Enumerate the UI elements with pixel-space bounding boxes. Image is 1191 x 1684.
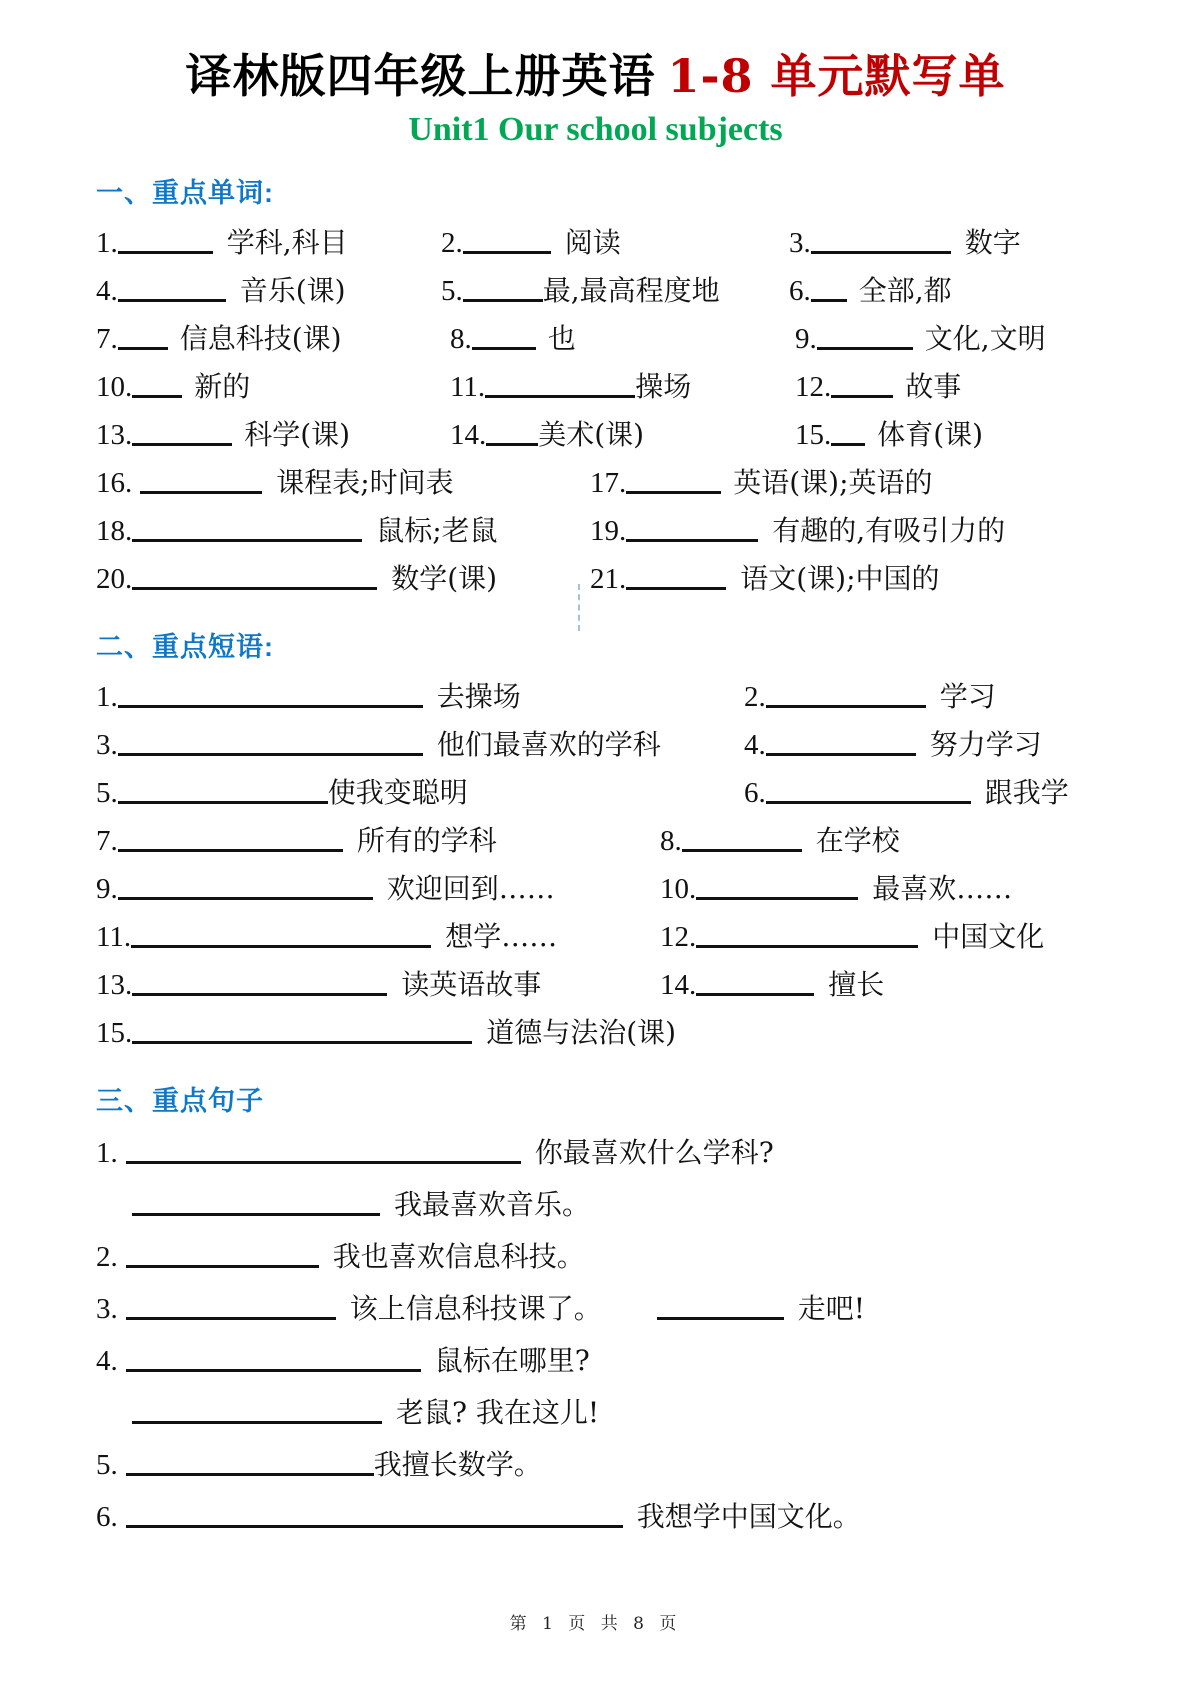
- item-row: [96, 555, 1096, 603]
- item-text: 中国文化: [932, 919, 1045, 953]
- worksheet-item: [450, 315, 795, 368]
- answer-blank: [132, 1213, 380, 1216]
- item-number: 4.: [744, 728, 766, 761]
- answer-blank: [118, 849, 343, 852]
- answer-blank: [118, 705, 423, 708]
- answer-blank: [118, 753, 423, 756]
- item-text: 该上信息科技课了。: [349, 1291, 602, 1325]
- answer-blank: [682, 849, 802, 852]
- item-number: 3.: [789, 226, 811, 259]
- item-number: 15.: [795, 418, 832, 451]
- item-number: 17.: [590, 466, 627, 499]
- sections: [96, 175, 1096, 1543]
- page-title: [0, 50, 1191, 103]
- item-text: 体育(课): [877, 417, 984, 451]
- item-number: 20.: [96, 562, 133, 595]
- item-row: [96, 1387, 1096, 1439]
- worksheet-item: [744, 769, 1096, 822]
- item-row: [96, 673, 1096, 721]
- item-number: 14.: [450, 418, 487, 451]
- item-text: 走吧!: [797, 1291, 866, 1325]
- answer-blank: [132, 443, 232, 446]
- item-text: 欢迎回到……: [386, 871, 555, 905]
- words-rows: [96, 219, 1096, 603]
- worksheet-item: [96, 1283, 1096, 1340]
- worksheet-item: [795, 315, 1096, 368]
- worksheet-item: [744, 673, 1096, 726]
- item-number: 2.: [96, 1240, 118, 1273]
- item-text: 去操场: [436, 679, 521, 713]
- page-title-red: 1-8 单元默写单: [667, 49, 1006, 103]
- item-number: 13.: [96, 418, 133, 451]
- sentences-rows: [96, 1127, 1096, 1543]
- item-number: 6.: [744, 776, 766, 809]
- worksheet-item: [96, 507, 590, 560]
- answer-blank: [766, 801, 971, 804]
- item-text: 学科,科目: [226, 225, 348, 259]
- worksheet-item: [96, 721, 744, 774]
- item-text: 读英语故事: [401, 967, 542, 1001]
- item-row: [96, 315, 1096, 363]
- answer-blank: [811, 299, 847, 302]
- item-number: 8.: [660, 824, 682, 857]
- item-text: 文化,文明: [924, 321, 1046, 355]
- answer-blank: [486, 443, 538, 446]
- worksheet-item: [96, 411, 450, 464]
- worksheet-item: [96, 817, 660, 870]
- item-row: [96, 219, 1096, 267]
- item-number: 3.: [96, 1292, 118, 1325]
- item-row: [96, 769, 1096, 817]
- answer-blank: [626, 587, 726, 590]
- worksheet-item: [789, 219, 1096, 272]
- answer-blank: [118, 251, 213, 254]
- section-heading-phrases: 二、重点短语:: [96, 631, 274, 662]
- item-row: [96, 1127, 1096, 1179]
- item-text: 道德与法治(课): [486, 1015, 677, 1049]
- answer-blank: [126, 1317, 336, 1320]
- item-text: 音乐(课): [239, 273, 346, 307]
- item-number: 9.: [96, 872, 118, 905]
- item-row: [96, 1283, 1096, 1335]
- answer-blank: [132, 587, 377, 590]
- worksheet-item: [660, 817, 1096, 870]
- item-text: 最喜欢……: [872, 871, 1013, 905]
- item-number: 3.: [96, 728, 118, 761]
- item-text: 语文(课);中国的: [740, 561, 940, 595]
- page-title-black: 译林版四年级上册英语: [185, 49, 656, 103]
- answer-blank: [811, 251, 951, 254]
- item-text: 擅长: [828, 967, 885, 1001]
- worksheet-item: [96, 1491, 1096, 1548]
- item-number: 11.: [450, 370, 486, 403]
- item-row: [96, 913, 1096, 961]
- item-number: 19.: [590, 514, 627, 547]
- answer-blank: [485, 395, 635, 398]
- answer-blank: [626, 539, 758, 542]
- worksheet-item: [660, 961, 1096, 1014]
- answer-blank: [817, 347, 913, 350]
- item-number: 18.: [96, 514, 133, 547]
- answer-blank: [463, 299, 543, 302]
- answer-blank: [696, 945, 918, 948]
- item-text: 鼠标;老鼠: [376, 513, 498, 547]
- item-row: [96, 1179, 1096, 1231]
- worksheet-item: [96, 363, 450, 416]
- answer-blank: [132, 1421, 382, 1424]
- item-text: 最,最高程度地: [542, 273, 720, 307]
- item-row: [96, 1491, 1096, 1543]
- item-number: 9.: [795, 322, 817, 355]
- answer-blank: [766, 753, 916, 756]
- unit-subtitle: Unit1 Our school subjects: [408, 110, 783, 148]
- item-number: 2.: [441, 226, 463, 259]
- worksheet-item: [96, 459, 590, 512]
- item-number: 1.: [96, 680, 118, 713]
- item-number: 5.: [96, 776, 118, 809]
- worksheet-item: [590, 507, 1096, 560]
- item-number: 16.: [96, 466, 133, 499]
- answer-blank: [126, 1161, 521, 1164]
- item-number: 2.: [744, 680, 766, 713]
- answer-blank: [831, 443, 865, 446]
- item-text: 操场: [635, 369, 692, 403]
- item-number: 6.: [96, 1500, 118, 1533]
- item-number: 21.: [590, 562, 627, 595]
- item-row: [96, 1439, 1096, 1491]
- item-text: 数学(课): [391, 561, 498, 595]
- worksheet-item: [96, 1439, 1096, 1496]
- item-row: [96, 411, 1096, 459]
- phrases-rows: [96, 673, 1096, 1057]
- item-row: [96, 721, 1096, 769]
- item-number: 12.: [660, 920, 697, 953]
- item-row: [96, 817, 1096, 865]
- answer-blank: [657, 1317, 784, 1320]
- worksheet-item: [96, 913, 660, 966]
- item-row: [96, 267, 1096, 315]
- item-text: 也: [547, 321, 576, 355]
- worksheet-item: [96, 1009, 1096, 1062]
- item-text: 所有的学科: [356, 823, 497, 857]
- worksheet-item: [660, 913, 1096, 966]
- item-number: 10.: [660, 872, 697, 905]
- dashed-column-divider: [578, 584, 580, 631]
- worksheet-item: [96, 769, 744, 822]
- item-text: 想学……: [445, 919, 558, 953]
- section-sentences: [96, 1083, 1096, 1543]
- item-number: 15.: [96, 1016, 133, 1049]
- item-number: 5.: [96, 1448, 118, 1481]
- worksheet-item: [660, 865, 1096, 918]
- worksheet-item: [96, 865, 660, 918]
- section-phrases: [96, 629, 1096, 1057]
- item-row: [96, 1009, 1096, 1057]
- item-row: [96, 459, 1096, 507]
- item-number: 4.: [96, 1344, 118, 1377]
- item-text: 阅读: [564, 225, 621, 259]
- item-number: 12.: [795, 370, 832, 403]
- item-text: 在学校: [815, 823, 900, 857]
- answer-blank: [132, 395, 182, 398]
- item-text: 科学(课): [244, 417, 351, 451]
- item-row: [96, 1335, 1096, 1387]
- answer-blank: [132, 539, 362, 542]
- worksheet-item: [795, 411, 1096, 464]
- item-row: [96, 865, 1096, 913]
- item-text: 鼠标在哪里?: [434, 1343, 590, 1377]
- item-text: 使我变聪明: [327, 775, 468, 809]
- item-text: 我最喜欢音乐。: [394, 1187, 591, 1221]
- item-number: 6.: [789, 274, 811, 307]
- section-heading-words: 一、重点单词:: [96, 177, 274, 208]
- item-number: 7.: [96, 824, 118, 857]
- answer-blank: [766, 705, 926, 708]
- section-words: [96, 175, 1096, 603]
- answer-blank: [472, 347, 536, 350]
- item-text: 信息科技(课): [179, 321, 342, 355]
- answer-blank: [126, 1369, 421, 1372]
- worksheet-item: [132, 1179, 1096, 1236]
- item-text: 他们最喜欢的学科: [436, 727, 661, 761]
- worksheet-item: [441, 267, 789, 320]
- item-text: 努力学习: [929, 727, 1042, 761]
- worksheet-item: [96, 555, 590, 608]
- worksheet-item: [590, 555, 1096, 608]
- item-text: 跟我学: [984, 775, 1069, 809]
- worksheet-item: [96, 1231, 1096, 1288]
- worksheet-item: [96, 673, 744, 726]
- item-row: [96, 1231, 1096, 1283]
- item-text: 你最喜欢什么学科?: [534, 1135, 774, 1169]
- item-text: 故事: [905, 369, 962, 403]
- item-row: [96, 507, 1096, 555]
- item-text: 新的: [194, 369, 251, 403]
- answer-blank: [132, 1041, 472, 1044]
- item-number: 8.: [450, 322, 472, 355]
- item-number: 1.: [96, 226, 118, 259]
- worksheet-item: [96, 1335, 1096, 1392]
- worksheet-item: [795, 363, 1096, 416]
- answer-blank: [132, 993, 387, 996]
- answer-blank: [118, 299, 226, 302]
- item-number: 11.: [96, 920, 132, 953]
- item-text: 英语(课);英语的: [733, 465, 933, 499]
- answer-blank: [626, 491, 721, 494]
- worksheet-item: [96, 267, 441, 320]
- item-number: 14.: [660, 968, 697, 1001]
- item-text: 老鼠? 我在这儿!: [396, 1395, 600, 1429]
- answer-blank: [696, 897, 858, 900]
- item-number: 7.: [96, 322, 118, 355]
- worksheet-item: [96, 219, 441, 272]
- answer-blank: [140, 491, 262, 494]
- answer-blank: [126, 1265, 319, 1268]
- page-footer: 第 1 页 共 8 页: [509, 1614, 682, 1634]
- answer-blank: [118, 801, 328, 804]
- section-heading-sentences: 三、重点句子: [96, 1085, 264, 1116]
- item-text: 课程表;时间表: [276, 465, 454, 499]
- worksheet-item: [132, 1387, 1096, 1444]
- item-number: 1.: [96, 1136, 118, 1169]
- item-row: [96, 363, 1096, 411]
- answer-blank: [126, 1525, 623, 1528]
- answer-blank: [831, 395, 893, 398]
- item-text: 我擅长数学。: [373, 1447, 542, 1481]
- item-number: 5.: [441, 274, 463, 307]
- item-number: 10.: [96, 370, 133, 403]
- item-row: [96, 961, 1096, 1009]
- worksheet-item: [590, 459, 1096, 512]
- answer-blank: [118, 347, 168, 350]
- worksheet-item: [450, 363, 795, 416]
- answer-blank: [131, 945, 431, 948]
- worksheet-item: [96, 315, 450, 368]
- item-number: 4.: [96, 274, 118, 307]
- answer-blank: [696, 993, 814, 996]
- answer-blank: [118, 897, 373, 900]
- worksheet-item: [744, 721, 1096, 774]
- answer-blank: [126, 1473, 374, 1476]
- worksheet-item: [441, 219, 789, 272]
- item-text: 我想学中国文化。: [636, 1499, 861, 1533]
- item-text: 我也喜欢信息科技。: [332, 1239, 585, 1273]
- item-number: 13.: [96, 968, 133, 1001]
- item-text: 全部,都: [858, 273, 952, 307]
- worksheet-item: [96, 961, 660, 1014]
- worksheet-item: [450, 411, 795, 464]
- worksheet-item: [96, 1127, 1096, 1184]
- item-text: 有趣的,有吸引力的: [772, 513, 1006, 547]
- item-text: 美术(课): [538, 417, 645, 451]
- answer-blank: [463, 251, 551, 254]
- worksheet-item: [789, 267, 1096, 320]
- item-text: 学习: [939, 679, 996, 713]
- item-text: 数字: [964, 225, 1021, 259]
